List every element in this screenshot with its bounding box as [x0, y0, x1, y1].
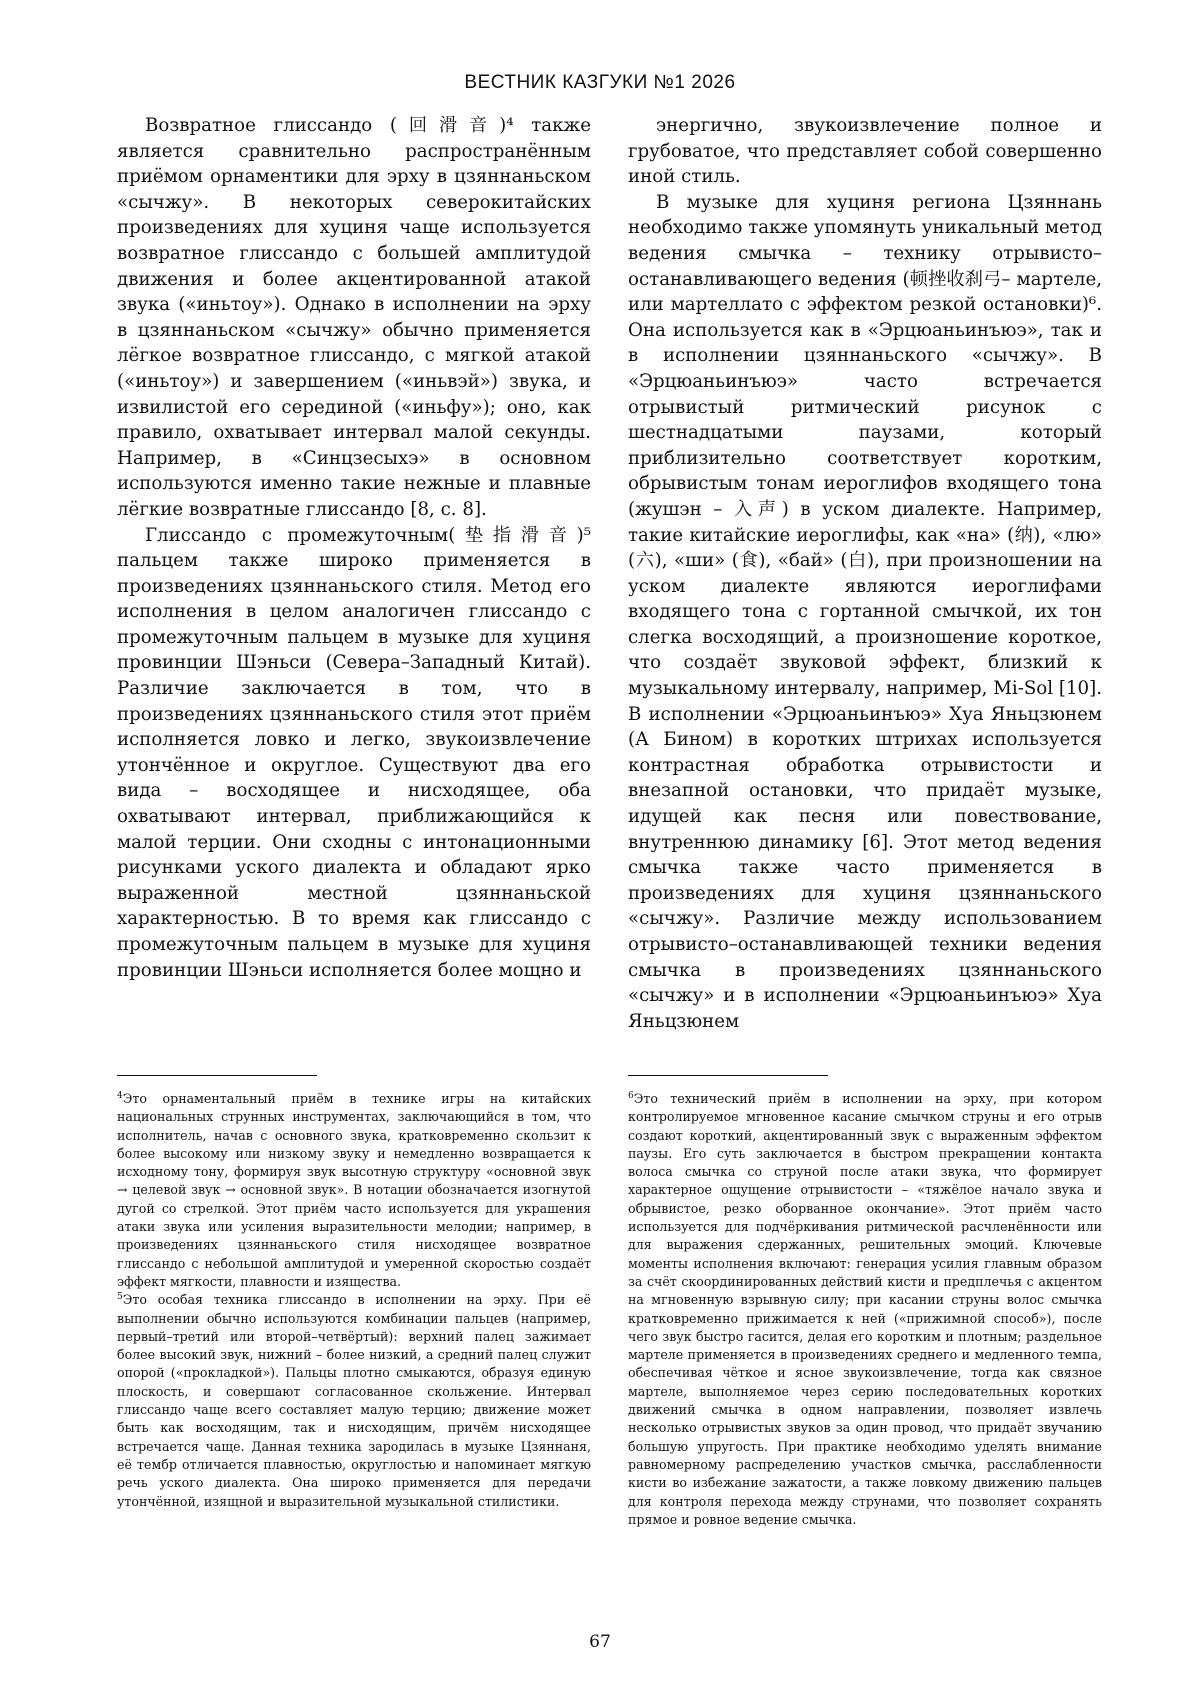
- footnote-6: [628, 1090, 1102, 1529]
- paragraph: В музыке для хуциня региона Цзяннань необходимо также упомянуть уникальный метод ведения смычка – технику отрывисто–останавливающего ведения (顿挫收刹弓– мартеле, или мартеллато с эффектом резкой остановки)⁶. Она используется как в «Эрцюаньинъюэ», так и в исполнении цзяннаньского «сычжу». В «Эрцюаньинъюэ» часто встречается отрывистый ритмический рисунок с шестнадцатыми паузами, который приблизительно соответствует коротким, обрывистым тонам иероглифов входящего тона (жушэн – 入声) в уском диалекте. Например, такие китайские иероглифы, как «на» (纳), «лю» (六), «ши» (食), «бай» (白), при произношении на уском диалекте являются иероглифами входящего тона с гортанной смычкой, их тон слегка восходящий, а произношение короткое, что создаёт звуковой эффект, близкий к музыкальному интервалу, например, Mi-Sol [10]. В исполнении «Эрцюаньинъюэ» Хуа Яньцзюнем (А Бином) в коротких штрихах используется контрастная обработка отрывистости и внезапной остановки, что придаёт музыке, идущей как песня или повествование, внутреннюю динамику [6]. Этот метод ведения смычка также часто применяется в произведениях для хуциня цзяннаньского «сычжу». Различие между использованием отрывисто–останавливающей техники ведения смычка в произведениях цзяннаньского «сычжу» и в исполнении «Эрцюаньинъюэ» Хуа Яньцзюнем: [628, 191, 1102, 1032]
- footnotes-left: [117, 1090, 591, 1511]
- paragraph: Глиссандо с промежуточным(垫指滑音)⁵ пальцем также широко применяется в произведениях цзяннаньского стиля. Метод его исполнения в целом аналогичен глиссандо с промежуточным пальцем в музыке для хуциня провинции Шэньси (Севера–Западный Китай). Различие заключается в том, что в произведениях цзяннаньского стиля этот приём исполняется ловко и легко, звукоизвлечение утончённое и округлое. Существуют два его вида – восходящее и нисходящее, оба охватывают интервал, приближающийся к малой терции. Они сходны с интонационными рисунками уского диалекта и обладают ярко выраженной местной цзяннаньской характерностью. В то время как глиссандо с промежуточным пальцем в музыке для хуциня провинции Шэньси исполняется более мощно и: [117, 524, 591, 981]
- footnote-text: Это орнаментальный приём в технике игры на китайских национальных струнных инструментах, заключающийся в том, что исполнитель, начав с основного звука, кратковременно скользит к более высокому или низкому звуку и немедленно возвращается к исходному тону, формируя звук высотную структуру «основной звук → целевой звук → основной звук». В нотации обозначается изогнутой дугой со стрелкой. Этот приём часто используется для украшения атаки звука или усиления выразительности мелодии; например, в произведениях цзяннаньского стиля нисходящее возвратное глиссандо с небольшой амплитудой и умеренной скоростью создаёт эффект мягкости, плавности и изящества.: [117, 1091, 591, 1289]
- journal-header: ВЕСТНИК КАЗГУКИ №1 2026: [464, 72, 736, 93]
- footnote-text: Это технический приём в исполнении на эрху, при котором контролируемое мгновенное касание смычком струны и его отрыв создают короткий, акцентированный звук с выраженным эффектом паузы. Его суть заключается в быстром прекращении контакта волоса смычка со струной после атаки звука, что формирует характерное ощущение отрывистости – «тяжёлое начало звука и обрывистое, резко оборванное окончание». Этот приём часто используется для подчёркивания ритмической расчленённости или для выражения сдержанных, решительных эмоций. Ключевые моменты исполнения включают: генерация усилия главным образом за счёт скоординированных действий кисти и предплечья с акцентом на мгновенную взрывную силу; при касании струны волос смычка кратковременно прижимается к ней («прижимной способ»), после чего звук быстро гасится, делая его коротким и плотным; раздельное мартеле применяется в произведениях среднего и медленного темпа, обеспечивая чёткое и ясное звукоизвлечение, тогда как связное мартеле, выполняемое через серию последовательных коротких движений смычка в одном направлении, позволяет извлечь несколько отрывистых звуков за один провод, что придаёт звучанию большую упругость. При практике необходимо уделять внимание равномерному распределению участков смычка, расслабленности кисти во избежание зажатости, а также ловкому движению пальцев для контроля перехода между струнами, что позволяет сохранять прямое и ровное ведение смычка.: [628, 1091, 1102, 1527]
- footnote-4: [117, 1090, 591, 1291]
- footnote-divider: [117, 1075, 317, 1076]
- left-column: [117, 113, 591, 983]
- footnote-5: [117, 1291, 591, 1511]
- page-number: 67: [589, 1632, 611, 1652]
- footnote-marker: 6: [628, 1090, 634, 1101]
- paragraph-continuation: энергично, звукоизвлечение полное и грубоватое, что представляет собой совершенно иной стиль.: [628, 115, 1102, 188]
- footnote-text: Это особая техника глиссандо в исполнении на эрху. При её выполнении обычно используются комбинации пальцев (например, первый–третий или второй–четвёртый): верхний палец зажимает более высокий звук, нижний – более низкий, а средний палец служит опорой («прокладкой»). Пальцы плотно смыкаются, образуя единую плоскость, и совершают согласованное скольжение. Интервал глиссандо чаще всего составляет малую терцию; движение может быть как восходящим, так и нисходящим, причём нисходящее встречается чаще. Данная техника зародилась в музыке Цзяннаня, её тембр отличается плавностью, округлостью и напоминает мягкую речь уского диалекта. Она широко применяется для передачи утончённой, изящной и выразительной музыкальной стилистики.: [117, 1292, 591, 1509]
- footnote-marker: 4: [117, 1090, 123, 1101]
- paragraph: Возвратное глиссандо (回滑音)⁴ также является сравнительно распространённым приёмом орнаментики для эрху в цзяннаньском «сычжу». В некоторых северокитайских произведениях для хуциня чаще используется возвратное глиссандо с большей амплитудой движения и более акцентированной атакой звука («иньтоу»). Однако в исполнении на эрху в цзяннаньском «сычжу» обычно применяется лёгкое возвратное глиссандо, с мягкой атакой («иньтоу») и завершением («иньвэй») звука, и извилистой его серединой («иньфу»); оно, как правило, охватывает интервал малой секунды. Например, в «Синцзесыхэ» в основном используются именно такие нежные и плавные лёгкие возвратные глиссандо [8, с. 8].: [117, 115, 591, 520]
- footnote-divider: [628, 1075, 828, 1076]
- right-column: [628, 113, 1102, 1034]
- footnotes-right: [628, 1090, 1102, 1529]
- footnote-marker: 5: [117, 1292, 123, 1303]
